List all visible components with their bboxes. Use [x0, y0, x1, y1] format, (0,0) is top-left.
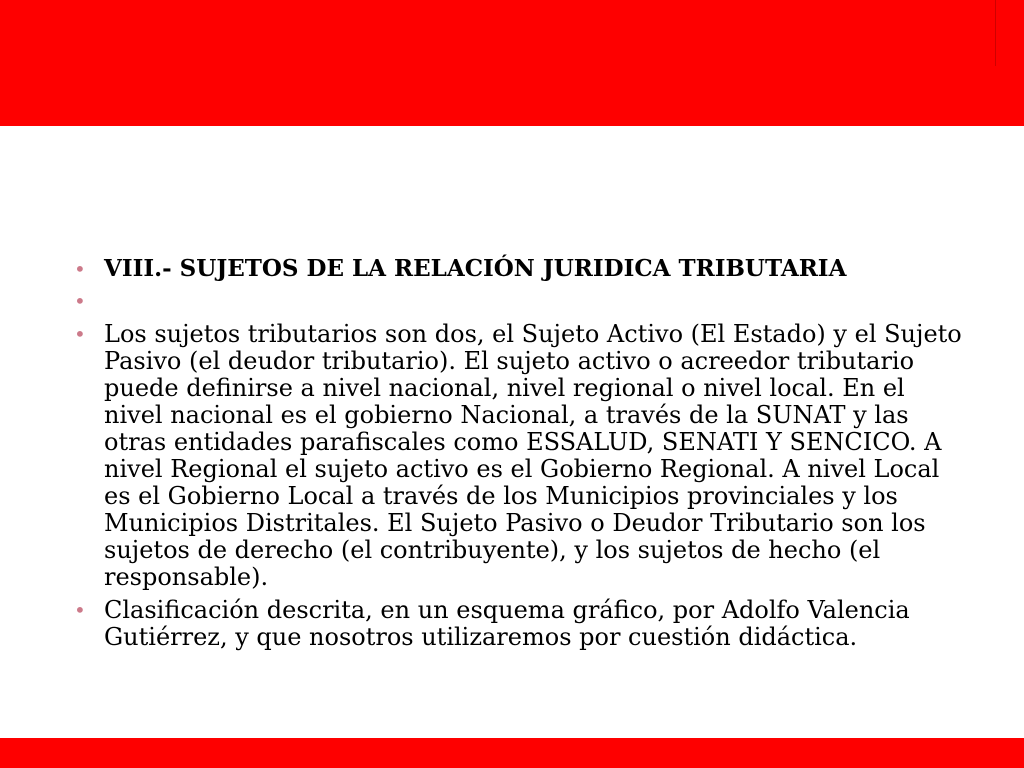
bullet-icon: •: [74, 257, 86, 281]
bullet-icon: •: [74, 322, 86, 346]
classification-paragraph: Clasificación descrita, en un esquema gráfico, por Adolfo Valencia Gutiérrez, y que nosotros utilizaremos por cuestión didáctica.: [104, 596, 910, 651]
bullet-item-classification: [72, 597, 962, 651]
bullet-icon: •: [74, 598, 86, 622]
band-divider-line: [995, 0, 996, 66]
section-heading: VIII.- SUJETOS DE LA RELACIÓN JURIDICA TRIBUTARIA: [104, 255, 847, 282]
slide-body: [72, 256, 962, 657]
bullet-item-description: [72, 321, 962, 591]
description-paragraph: Los sujetos tributarios son dos, el Sujeto Activo (El Estado) y el Sujeto Pasivo (el deudor tributario). El sujeto activo o acreedor tributario puede definirse a nivel nacional, nivel regional o nivel local. En el nivel nacional es el gobierno Nacional, a través de la SUNAT y las otras entidades parafiscales como ESSALUD, SENATI Y SENCICO. A nivel Regional el sujeto activo es el Gobierno Regional. A nivel Local es el Gobierno Local a través de los Municipios provinciales y los Municipios Distritales. El Sujeto Pasivo o Deudor Tributario son los sujetos de derecho (el contribuyente), y los sujetos de hecho (el responsable).: [104, 320, 962, 591]
bullet-item-heading: [72, 256, 962, 282]
bottom-red-band: [0, 738, 1024, 768]
bullet-item-empty: [72, 288, 962, 315]
bullet-icon: •: [74, 289, 86, 313]
top-red-band: [0, 0, 1024, 126]
bullet-list: [72, 256, 962, 651]
empty-bullet-text: [104, 288, 962, 315]
